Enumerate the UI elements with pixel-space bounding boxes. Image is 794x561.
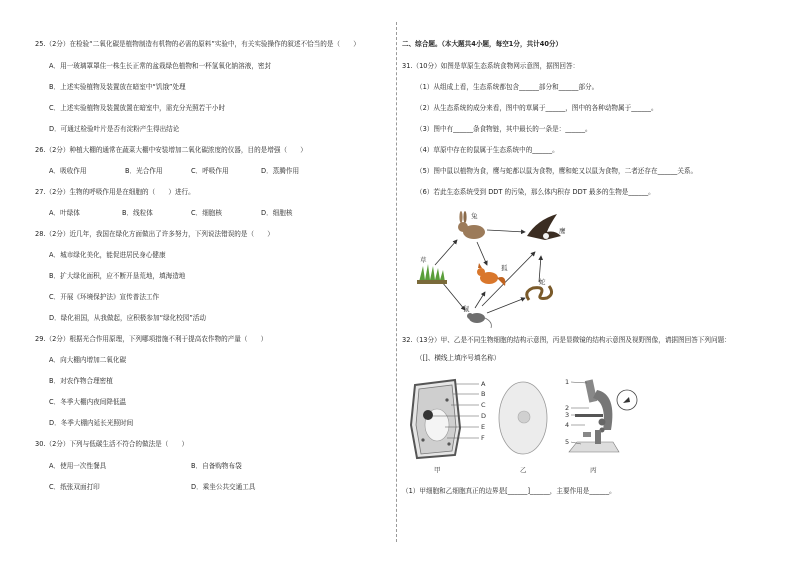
caption-yi: 乙 <box>520 466 527 474</box>
caption-bing: 丙 <box>590 466 597 474</box>
micro-label-5: 5 <box>565 438 570 446</box>
q31-sub2: （2）从生态系统的成分来看，图中的草属于______，图中的各种动物属于______。 <box>416 104 658 112</box>
q30-option-d: D．乘坐公共交通工具 <box>191 483 256 491</box>
cell-microscope-diagram <box>397 370 794 480</box>
arrow-rabbit-eagle <box>487 230 525 232</box>
snake-label: 蛇 <box>539 278 546 286</box>
arrow-rabbit-fox <box>477 242 487 265</box>
q32-sub1: （1）甲细胞和乙细胞真正的边界是[______]______，主要作用是______。 <box>402 487 616 495</box>
q25-stem: 25.（2分）在检验“二氧化碳是植物制造有机物的必需的原料”实验中，有关实验操作的叙述不恰当的是（ ） <box>35 40 360 48</box>
micro-label-1: 1 <box>565 378 570 386</box>
q28-option-c: C．开展《环境保护法》宣传普法工作 <box>49 293 160 301</box>
cell-label-c: C <box>481 401 486 409</box>
q28-option-a: A．城市绿化美化，能促进居民身心健康 <box>49 251 166 259</box>
cell-label-b: B <box>481 390 486 398</box>
q27-stem: 27.（2分）生物的呼吸作用是在细胞的（ ）进行。 <box>35 188 195 196</box>
eagle-label: 鹰 <box>559 227 566 235</box>
micro-label-4: 4 <box>565 421 570 429</box>
q25-option-b: B．上述实验植物及装置放在暗室中“饥饿”处理 <box>49 83 186 91</box>
q27-option-c: C．细胞核 <box>191 209 222 217</box>
q31-sub6: （6）若此生态系统受到 DDT 的污染，那么体内积存 DDT 最多的生物是______。 <box>416 188 655 196</box>
snake-icon <box>527 286 552 300</box>
eagle-icon <box>527 214 561 240</box>
arrow-mouse-fox <box>475 292 485 308</box>
cell-label-d: D <box>481 412 487 420</box>
cell-label-a: A <box>481 380 486 388</box>
caption-jia: 甲 <box>434 466 441 474</box>
q25-option-a: A．用一玻璃罩罩住一株生长正常的盆栽绿色植物和一杯氢氧化钠溶液，密封 <box>49 62 272 70</box>
rabbit-label: 兔 <box>471 212 478 220</box>
q28-stem: 28.（2分）近几年，我国在绿化方面做出了许多努力，下列说法错误的是（ ） <box>35 230 274 238</box>
animal-cell-icon <box>499 382 547 454</box>
microscope-icon <box>569 379 619 452</box>
mouse-label: 鼠 <box>463 305 470 313</box>
q29-option-a: A．向大棚内增加二氧化碳 <box>49 356 127 364</box>
q32-stem: 32.（13分）甲、乙是不同生物细胞的结构示意图，丙是显微镜的结构示意图及视野图像，请据图回答下列问题： <box>402 336 731 344</box>
micro-label-3: 3 <box>565 411 570 419</box>
mouse-icon <box>467 313 491 328</box>
arrow-grass-mouse <box>442 282 465 310</box>
grass-label: 草 <box>420 256 427 264</box>
q29-option-c: C．冬季大棚内夜间降低温 <box>49 398 127 406</box>
field-of-view-icon <box>617 390 637 410</box>
q30-option-b: B．自备购物布袋 <box>191 462 242 470</box>
q26-option-b: B．光合作用 <box>125 167 163 175</box>
arrow-grass-rabbit <box>435 240 457 265</box>
q27-option-d: D．细胞核 <box>261 209 293 217</box>
q26-option-c: C．呼吸作用 <box>191 167 229 175</box>
q27-option-a: A．叶绿体 <box>49 209 80 217</box>
q31-stem: 31.（10分）如图是草原生态系统食物网示意图，据图回答： <box>402 62 580 70</box>
q25-option-c: C．上述实验植物及装置放置在暗室中，需充分光照若干小时 <box>49 104 226 112</box>
plant-cell-icon <box>411 380 460 458</box>
q30-option-a: A．使用一次性餐具 <box>49 462 107 470</box>
q29-option-d: D．冬季大棚内延长光照时间 <box>49 419 134 427</box>
q28-option-d: D．绿化祖国，从我做起，应积极参加“绿化校园”活动 <box>49 314 206 322</box>
q30-option-c: C．纸张双面打印 <box>49 483 100 491</box>
q26-option-a: A．吸收作用 <box>49 167 87 175</box>
q26-option-d: D．蒸腾作用 <box>261 167 300 175</box>
micro-label-2: 2 <box>565 404 570 412</box>
food-web-diagram <box>397 200 794 335</box>
cell-label-e: E <box>481 423 486 431</box>
grass-icon <box>417 264 447 284</box>
q27-option-b: B．线粒体 <box>122 209 153 217</box>
fox-label: 狐 <box>501 264 508 272</box>
q31-sub4: （4）草原中存在的鼠属于生态系统中的______。 <box>416 146 559 154</box>
q30-stem: 30.（2分）下列与低碳生活不符合的做法是（ ） <box>35 440 189 448</box>
q28-option-b: B．扩大绿化面积，应不断开垦荒地，填海造地 <box>49 272 186 280</box>
arrow-mouse-snake <box>487 298 525 313</box>
q31-sub1: （1）从组成上看，生态系统都包含______部分和______部分。 <box>416 83 599 91</box>
section-title: 二、综合题。（本大题共4小题，每空1分，共计40分） <box>402 40 563 48</box>
q32-note: （[]、横线上填序号填名称） <box>416 354 501 362</box>
q25-option-d: D．可通过检验叶片是否有淀粉产生得出结论 <box>49 125 180 133</box>
q29-stem: 29.（2分）根据光合作用原理，下列哪项措施不利于提高农作物的产量（ ） <box>35 335 268 343</box>
q31-sub5: （5）图中鼠以植物为食，鹰与蛇都以鼠为食物，鹰和蛇又以鼠为食物，二者还存在______关系。 <box>416 167 698 175</box>
cell-label-f: F <box>481 434 485 442</box>
q29-option-b: B．对农作物合理密植 <box>49 377 113 385</box>
q26-stem: 26.（2分）种植大棚的通常在蔬菜大棚中安装增加二氧化碳浓度的仪器，目的是增强（ ） <box>35 146 307 154</box>
q31-sub3: （3）图中有______条食物链，其中最长的一条是：______。 <box>416 125 592 133</box>
